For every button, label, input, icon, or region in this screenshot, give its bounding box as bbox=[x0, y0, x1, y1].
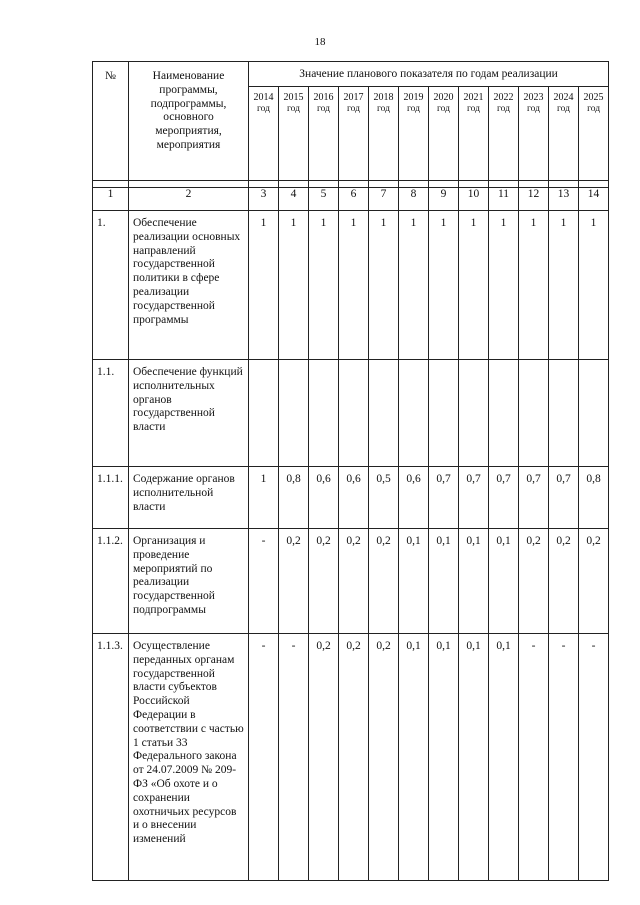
value-cell: 1 bbox=[429, 211, 459, 360]
value-cell bbox=[399, 360, 429, 467]
column-number-cell: 4 bbox=[279, 188, 309, 211]
header-year-unit: год bbox=[257, 103, 270, 114]
header-year bbox=[549, 87, 579, 181]
column-number-cell: 2 bbox=[129, 188, 249, 211]
table-row bbox=[93, 211, 609, 360]
header-year-unit: год bbox=[287, 103, 300, 114]
header-year-value: 2014 bbox=[253, 92, 274, 103]
value-cell: - bbox=[249, 529, 279, 634]
value-cell: 0,2 bbox=[309, 634, 339, 881]
value-cell: - bbox=[249, 634, 279, 881]
value-cell: 0,2 bbox=[369, 634, 399, 881]
value-cell: 1 bbox=[549, 211, 579, 360]
header-year-value: 2015 bbox=[283, 92, 304, 103]
header-year bbox=[459, 87, 489, 181]
header-row bbox=[93, 62, 609, 87]
header-year-value: 2022 bbox=[493, 92, 514, 103]
header-year bbox=[369, 87, 399, 181]
header-year-unit: год bbox=[317, 103, 330, 114]
header-year bbox=[249, 87, 279, 181]
value-cell bbox=[489, 360, 519, 467]
header-gap-row bbox=[93, 181, 609, 188]
table-row bbox=[93, 467, 609, 529]
value-cell: 0,6 bbox=[339, 467, 369, 529]
value-cell: 1 bbox=[279, 211, 309, 360]
header-year-value: 2018 bbox=[373, 92, 394, 103]
value-cell: 0,1 bbox=[459, 529, 489, 634]
table-row bbox=[93, 529, 609, 634]
header-num: № bbox=[93, 62, 129, 181]
header-year-unit: год bbox=[347, 103, 360, 114]
indicator-table bbox=[92, 61, 609, 881]
column-number-cell: 13 bbox=[549, 188, 579, 211]
value-cell: 1 bbox=[369, 211, 399, 360]
column-number-cell: 6 bbox=[339, 188, 369, 211]
value-cell: - bbox=[519, 634, 549, 881]
header-year-unit: год bbox=[437, 103, 450, 114]
row-number-cell: 1.1.3. bbox=[93, 634, 129, 881]
row-name-cell: Содержание органов исполнительной власти bbox=[129, 467, 249, 529]
value-cell: 0,8 bbox=[579, 467, 609, 529]
table-row bbox=[93, 360, 609, 467]
header-year-value: 2024 bbox=[553, 92, 574, 103]
header-year-unit: год bbox=[497, 103, 510, 114]
value-cell: 0,7 bbox=[519, 467, 549, 529]
header-year-unit: год bbox=[407, 103, 420, 114]
value-cell: 0,2 bbox=[339, 529, 369, 634]
value-cell bbox=[579, 360, 609, 467]
value-cell: 0,7 bbox=[489, 467, 519, 529]
value-cell: 1 bbox=[489, 211, 519, 360]
value-cell: 1 bbox=[339, 211, 369, 360]
row-name-cell: Обеспечение реализации основных направлений государственной политики в сфере реализации государственной программы bbox=[129, 211, 249, 360]
value-cell bbox=[339, 360, 369, 467]
value-cell: 1 bbox=[459, 211, 489, 360]
value-cell: - bbox=[549, 634, 579, 881]
column-numbers-row bbox=[93, 188, 609, 211]
column-number-cell: 14 bbox=[579, 188, 609, 211]
header-year-value: 2019 bbox=[403, 92, 424, 103]
value-cell: 0,2 bbox=[549, 529, 579, 634]
header-year bbox=[339, 87, 369, 181]
header-year-unit: год bbox=[587, 103, 601, 114]
value-cell: 0,2 bbox=[339, 634, 369, 881]
value-cell: 0,6 bbox=[309, 467, 339, 529]
header-year-value: 2025 bbox=[583, 92, 604, 103]
value-cell bbox=[249, 360, 279, 467]
header-year bbox=[429, 87, 459, 181]
column-number-cell: 1 bbox=[93, 188, 129, 211]
header-year-value: 2023 bbox=[523, 92, 544, 103]
value-cell: 0,2 bbox=[279, 529, 309, 634]
value-cell bbox=[459, 360, 489, 467]
column-number-cell: 8 bbox=[399, 188, 429, 211]
row-name-cell: Осуществление переданных органам государственной власти субъектов Российской Федерации в соответствии с частью 1 статьи 33 Федерального закона от 24.07.2009 № 209-ФЗ «Об охоте и о сохранении охотничьих ресурсов и о внесении изменений bbox=[129, 634, 249, 881]
header-year-value: 2020 bbox=[433, 92, 454, 103]
column-number-cell: 7 bbox=[369, 188, 399, 211]
header-year bbox=[279, 87, 309, 181]
value-cell: 0,1 bbox=[459, 634, 489, 881]
column-number-cell: 12 bbox=[519, 188, 549, 211]
header-year-unit: год bbox=[377, 103, 390, 114]
value-cell: 0,1 bbox=[399, 529, 429, 634]
value-cell bbox=[279, 360, 309, 467]
column-number-cell: 3 bbox=[249, 188, 279, 211]
header-year-unit: год bbox=[557, 103, 570, 114]
column-number-cell: 9 bbox=[429, 188, 459, 211]
header-year bbox=[519, 87, 549, 181]
page-number: 18 bbox=[314, 36, 326, 48]
value-cell: 0,7 bbox=[429, 467, 459, 529]
value-cell bbox=[549, 360, 579, 467]
value-cell: 0,8 bbox=[279, 467, 309, 529]
value-cell: 0,2 bbox=[579, 529, 609, 634]
value-cell: 0,1 bbox=[429, 634, 459, 881]
column-number-cell: 10 bbox=[459, 188, 489, 211]
header-year-value: 2021 bbox=[463, 92, 484, 103]
value-cell: 0,7 bbox=[459, 467, 489, 529]
value-cell: 1 bbox=[399, 211, 429, 360]
value-cell bbox=[429, 360, 459, 467]
value-cell: 0,2 bbox=[369, 529, 399, 634]
value-cell: 0,2 bbox=[519, 529, 549, 634]
value-cell: 0,5 bbox=[369, 467, 399, 529]
value-cell: 0,1 bbox=[399, 634, 429, 881]
value-cell: - bbox=[579, 634, 609, 881]
header-year-unit: год bbox=[527, 103, 540, 114]
value-cell: 1 bbox=[249, 467, 279, 529]
header-year bbox=[579, 87, 609, 181]
row-name-cell: Организация и проведение мероприятий по реализации государственной подпрограммы bbox=[129, 529, 249, 634]
header-year bbox=[399, 87, 429, 181]
value-cell: - bbox=[279, 634, 309, 881]
value-cell bbox=[369, 360, 399, 467]
column-number-cell: 11 bbox=[489, 188, 519, 211]
header-year-value: 2016 bbox=[313, 92, 334, 103]
header-name: Наименование программы, подпрограммы, основного мероприятия, мероприятия bbox=[129, 62, 249, 181]
value-cell: 0,7 bbox=[549, 467, 579, 529]
header-year-value: 2017 bbox=[343, 92, 364, 103]
row-number-cell: 1. bbox=[93, 211, 129, 360]
value-cell: 0,2 bbox=[309, 529, 339, 634]
value-cell bbox=[519, 360, 549, 467]
row-number-cell: 1.1.1. bbox=[93, 467, 129, 529]
header-group: Значение планового показателя по годам реализации bbox=[249, 62, 609, 87]
value-cell: 0,1 bbox=[489, 529, 519, 634]
table-row bbox=[93, 634, 609, 881]
header-year bbox=[309, 87, 339, 181]
row-name-cell: Обеспечение функций исполнительных органов государственной власти bbox=[129, 360, 249, 467]
row-number-cell: 1.1. bbox=[93, 360, 129, 467]
value-cell bbox=[309, 360, 339, 467]
header-year bbox=[489, 87, 519, 181]
value-cell: 1 bbox=[309, 211, 339, 360]
row-number-cell: 1.1.2. bbox=[93, 529, 129, 634]
value-cell: 0,6 bbox=[399, 467, 429, 529]
value-cell: 1 bbox=[249, 211, 279, 360]
header-year-unit: год bbox=[467, 103, 480, 114]
value-cell: 0,1 bbox=[489, 634, 519, 881]
value-cell: 0,1 bbox=[429, 529, 459, 634]
value-cell: 1 bbox=[519, 211, 549, 360]
value-cell: 1 bbox=[579, 211, 609, 360]
column-number-cell: 5 bbox=[309, 188, 339, 211]
